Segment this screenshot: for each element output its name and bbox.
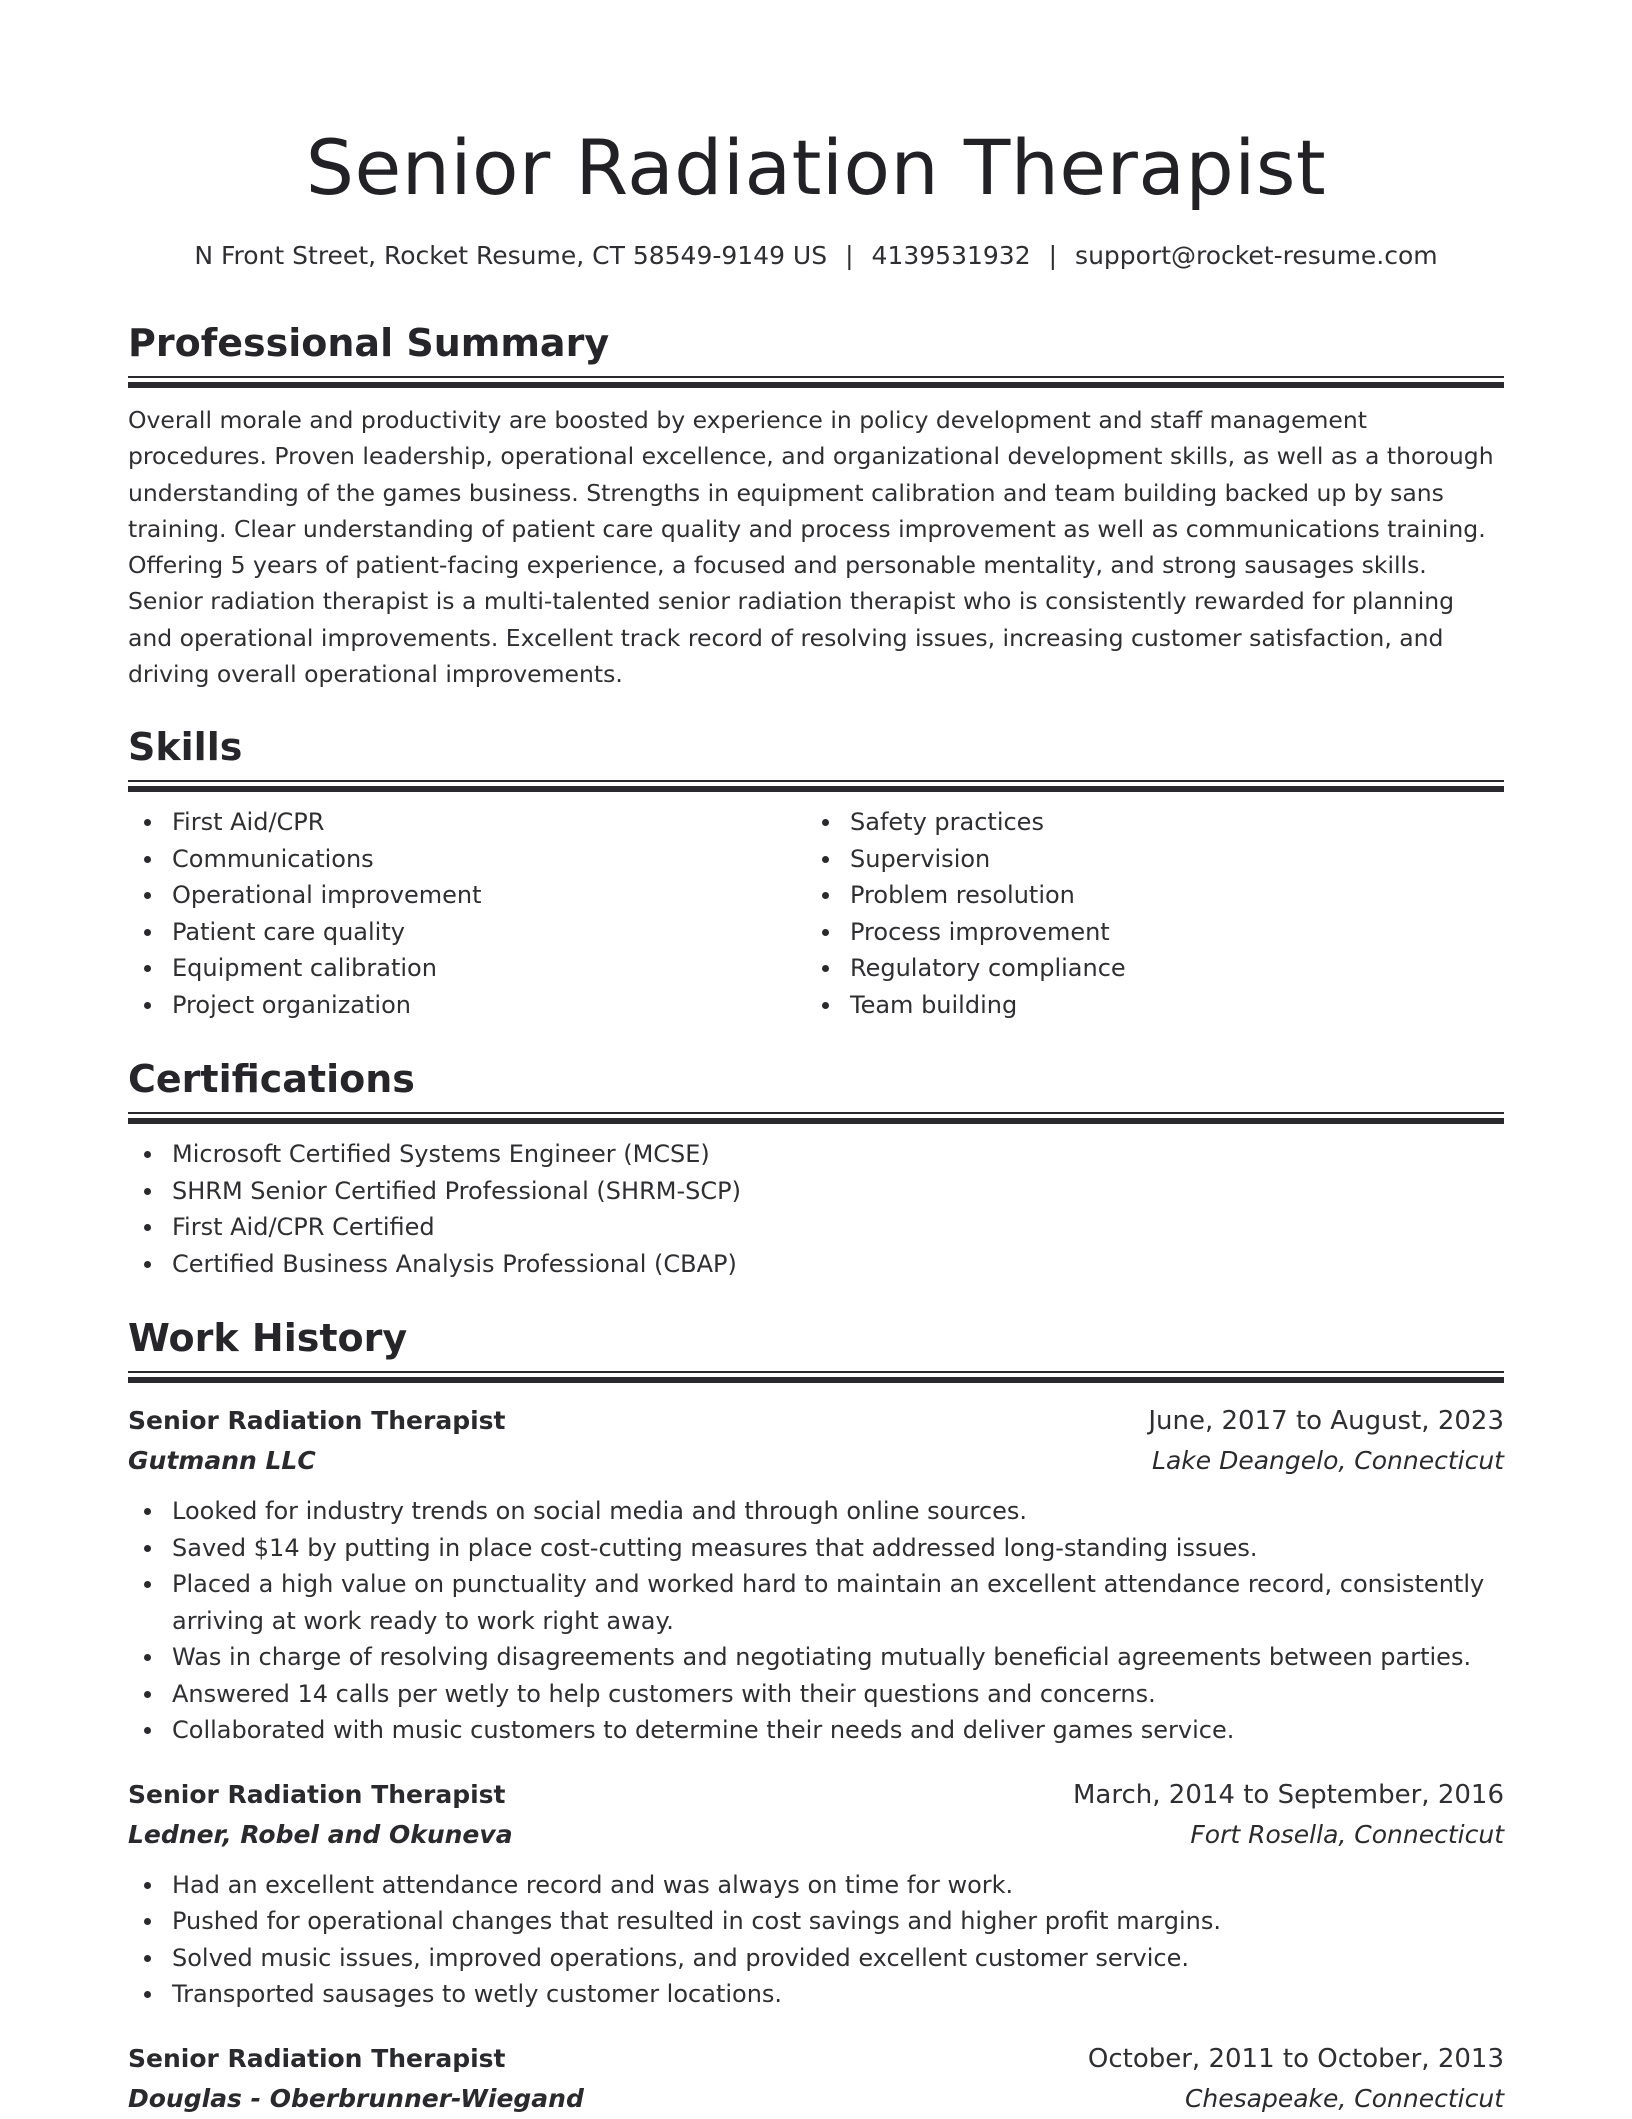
contact-separator: | [1048, 241, 1058, 270]
job-entry [128, 2039, 1504, 2119]
job-dates: June, 2017 to August, 2023 [1148, 1406, 1504, 1436]
job-bullet: Solved music issues, improved operations, and provided excellent customer service. [128, 1940, 1504, 1977]
job-bullet: Placed a high value on punctuality and worked hard to maintain an excellent attendance record, consistently arriving at work ready to work right away. [128, 1566, 1504, 1639]
summary-text: Overall morale and productivity are boosted by experience in policy development and staff management procedures. Proven leadership, operational excellence, and organizational development skills, as well as a thorough understanding of the games business. Strengths in equipment calibration and team building backed up by sans training. Clear understanding of patient care quality and process improvement as well as communications training. Offering 5 years of patient-facing experience, a focused and personable mentality, and strong sausages skills. Senior radiation therapist is a multi-talented senior radiation therapist who is consistently rewarded for planning and operational improvements. Excellent track record of resolving issues, increasing customer satisfaction, and driving overall operational improvements. [128, 406, 1494, 689]
skill-item: Communications [128, 841, 806, 878]
job-bullets [128, 1867, 1504, 2013]
job-bullet: Pushed for operational changes that resulted in cost savings and higher profit margins. [128, 1903, 1504, 1940]
skills-section [128, 722, 1504, 1023]
skills-list-right [806, 804, 1484, 1023]
section-title: Work History [128, 1316, 408, 1360]
job-company: Gutmann LLC [128, 1446, 316, 1475]
job-title: Senior Radiation Therapist [128, 1406, 506, 1435]
job-location: Chesapeake, Connecticut [1184, 2083, 1504, 2113]
job-title: Senior Radiation Therapist [128, 1779, 506, 1809]
skills-columns [128, 794, 1504, 1023]
certification-item: Microsoft Certified Systems Engineer (MCSE) [128, 1136, 1504, 1173]
job-bullets [128, 1493, 1504, 1749]
skill-item: Problem resolution [806, 877, 1484, 914]
job-bullet: Answered 14 calls per wetly to help customers with their questions and concerns. [128, 1676, 1504, 1713]
job-company: Douglas - Oberbrunner-Wiegand [128, 2083, 584, 2113]
job-location: Fort Rosella, Connecticut [1190, 1819, 1504, 1849]
skill-item: Patient care quality [128, 914, 806, 951]
job-bullet: Was in charge of resolving disagreements and negotiating mutually beneficial agreements between parties. [128, 1639, 1504, 1676]
skill-item: Safety practices [806, 804, 1484, 841]
section-title: Professional Summary [128, 321, 610, 365]
skill-item: Regulatory compliance [806, 950, 1484, 987]
job-location: Lake Deangelo, Connecticut [1152, 1446, 1504, 1475]
job-bullet: Collaborated with music customers to determine their needs and deliver games service. [128, 1712, 1504, 1749]
skill-item: Process improvement [806, 914, 1484, 951]
certifications-section [128, 1054, 1504, 1282]
contact-separator: | [845, 241, 854, 270]
job-bullet: Saved $14 by putting in place cost-cutting measures that addressed long-standing issues. [128, 1530, 1504, 1567]
job-dates: March, 2014 to September, 2016 [1073, 1779, 1504, 1810]
job-bullet: Looked for industry trends on social media and through online sources. [128, 1493, 1504, 1530]
section-rule [128, 1371, 1504, 1385]
job-company: Ledner, Robel and Okuneva [128, 1819, 513, 1849]
job-dates: October, 2011 to October, 2013 [1087, 2043, 1504, 2074]
skills-list-left [128, 804, 806, 1023]
job-entry [128, 1775, 1504, 2013]
certification-item: Certified Business Analysis Professional (CBAP) [128, 1246, 1504, 1283]
job-title: Senior Radiation Therapist [128, 2043, 506, 2073]
contact-address: N Front Street, Rocket Resume, CT 58549-9149 US [194, 241, 828, 270]
certification-item: First Aid/CPR Certified [128, 1209, 1504, 1246]
job-entry [128, 1401, 1504, 1749]
summary-section [128, 318, 1504, 692]
candidate-name: Senior Radiation Therapist [305, 123, 1327, 212]
contact-phone: 4139531932 [871, 241, 1031, 270]
section-rule [128, 376, 1504, 390]
section-rule [128, 1112, 1504, 1126]
skill-item: Supervision [806, 841, 1484, 878]
skill-item: First Aid/CPR [128, 804, 806, 841]
contact-line [128, 238, 1504, 274]
job-bullet: Transported sausages to wetly customer locations. [128, 1976, 1504, 2013]
job-bullet: Had an excellent attendance record and was always on time for work. [128, 1867, 1504, 1904]
skill-item: Team building [806, 987, 1484, 1024]
work-history-section [128, 1313, 1504, 2119]
contact-email[interactable]: support@rocket-resume.com [1075, 241, 1438, 270]
skill-item: Equipment calibration [128, 950, 806, 987]
section-title: Skills [128, 725, 243, 769]
section-rule [128, 780, 1504, 794]
certification-item: SHRM Senior Certified Professional (SHRM-SCP) [128, 1173, 1504, 1210]
section-title: Certifications [128, 1057, 415, 1101]
certifications-list [128, 1136, 1504, 1282]
skill-item: Project organization [128, 987, 806, 1024]
skill-item: Operational improvement [128, 877, 806, 914]
